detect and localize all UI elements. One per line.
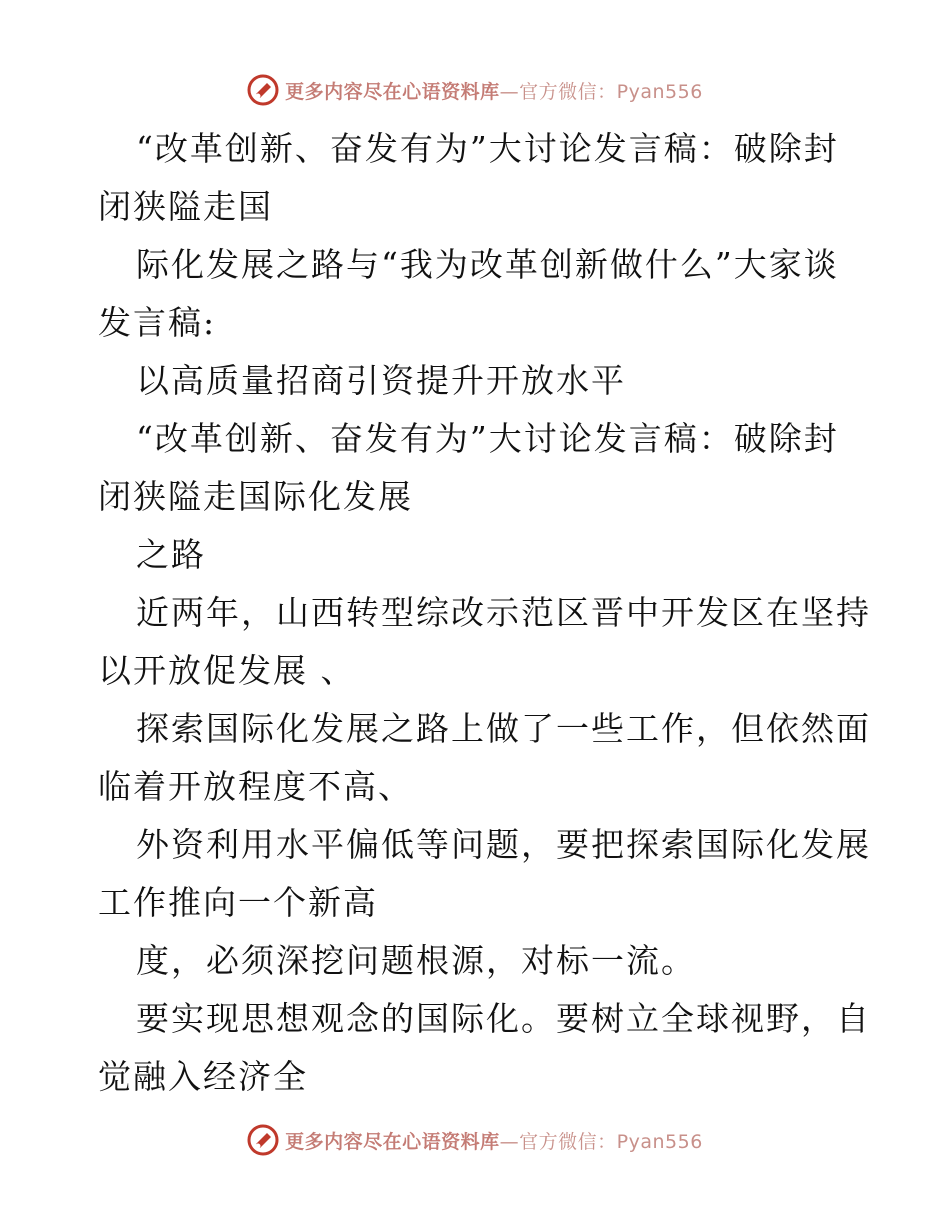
- text-line: 觉融入经济全: [98, 1057, 308, 1096]
- banner-brand: 更多内容尽在心语资料库: [285, 1130, 500, 1153]
- text-line: 际化发展之路与“我为改革创新做什么”大家谈: [136, 245, 839, 284]
- text-line: 闭狭隘走国: [98, 187, 273, 226]
- banner-suffix: —官方微信：Pyan556: [499, 80, 703, 103]
- brand-logo-icon: [247, 74, 279, 106]
- banner-text: [285, 77, 703, 104]
- text-line: 要实现思想观念的国际化。要树立全球视野，自: [136, 999, 871, 1038]
- text-line: 发言稿:: [98, 303, 217, 342]
- document-body: [98, 120, 871, 1106]
- text-line: 外资利用水平偏低等问题，要把探索国际化发展: [136, 825, 871, 864]
- header-banner: [0, 72, 950, 108]
- brand-logo-icon: [247, 1124, 279, 1156]
- text-line: 度，必须深挖问题根源，对标一流。: [136, 941, 696, 980]
- banner-suffix: —官方微信：Pyan556: [499, 1130, 703, 1153]
- text-line: 近两年，山西转型综改示范区晋中开发区在坚持: [136, 593, 871, 632]
- text-line: 之路: [136, 535, 206, 574]
- text-line: “改革创新、奋发有为”大讨论发言稿：破除封: [136, 129, 839, 168]
- text-line: 探索国际化发展之路上做了一些工作，但依然面: [136, 709, 871, 748]
- text-line: 工作推向一个新高: [98, 883, 378, 922]
- banner-text: [285, 1127, 703, 1154]
- text-line: “改革创新、奋发有为”大讨论发言稿：破除封: [136, 419, 839, 458]
- text-line: 闭狭隘走国际化发展: [98, 477, 413, 516]
- banner-brand: 更多内容尽在心语资料库: [285, 80, 500, 103]
- text-line: 临着开放程度不高、: [98, 767, 413, 806]
- footer-banner: [0, 1122, 950, 1158]
- text-line: 以高质量招商引资提升开放水平: [136, 361, 626, 400]
- text-line: 以开放促发展 、: [98, 651, 356, 690]
